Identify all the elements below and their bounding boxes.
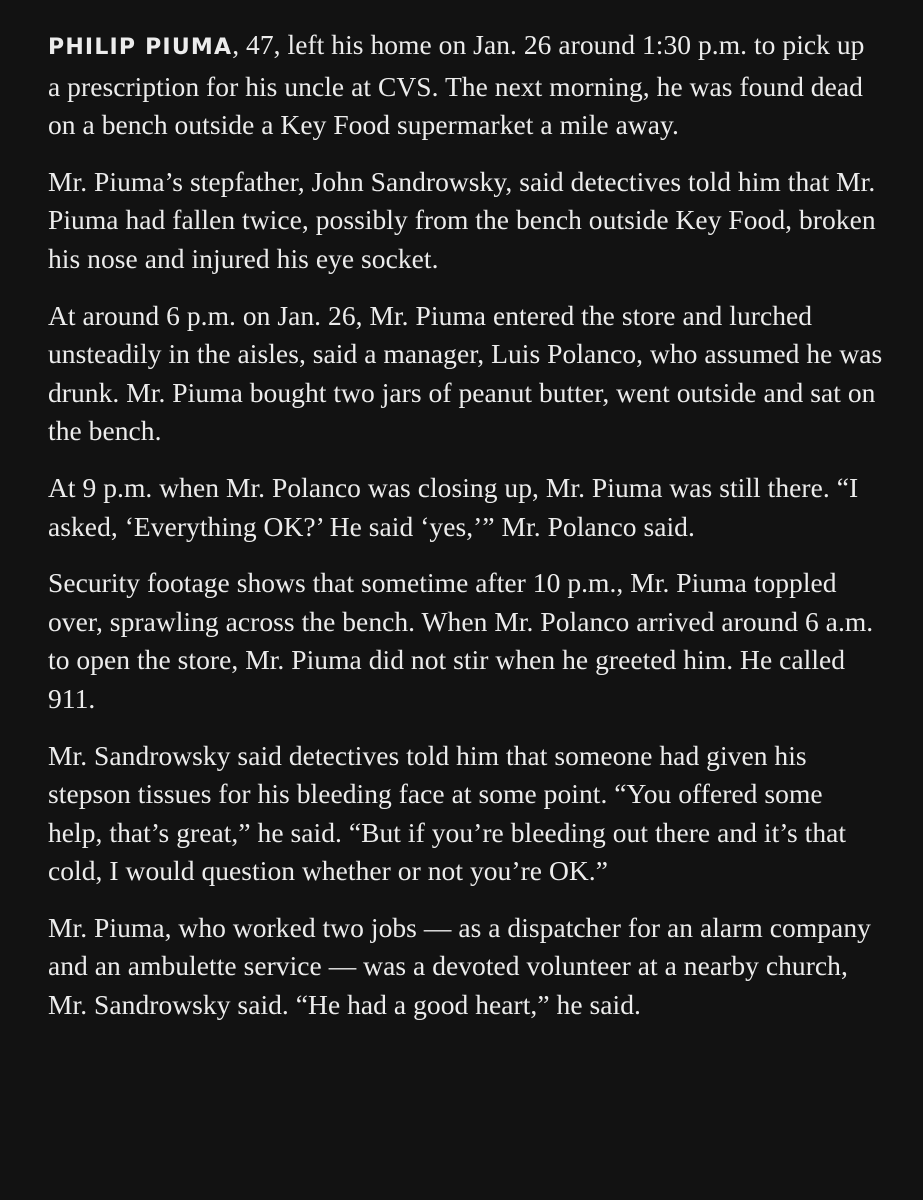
paragraph-7: Mr. Piuma, who worked two jobs — as a dispatcher for an alarm company and an ambulette service — was a devoted volunteer at a nearby church, Mr. Sandrowsky said. “He had a good heart,” he said. [48, 911, 871, 1021]
paragraph-3: At around 6 p.m. on Jan. 26, Mr. Piuma entered the store and lurched unsteadily in the aisles, said a manager, Luis Polanco, who assumed he was drunk. Mr. Piuma bought two jars of peanut butter, went outside and sat on the bench. [48, 299, 883, 447]
paragraph-6: Mr. Sandrowsky said detectives told him that someone had given his stepson tissues for his bleeding face at some point. “You offered some help, that’s great,” he said. “But if you’re bleeding out there and it’s that cold, I would question whether or not you’re OK.” [48, 739, 847, 887]
paragraph-4: At 9 p.m. when Mr. Polanco was closing up, Mr. Piuma was still there. “I asked, ‘Everything OK?’ He said ‘yes,’” Mr. Polanco said. [48, 471, 859, 542]
paragraph-2: Mr. Piuma’s stepfather, John Sandrowsky, said detectives told him that Mr. Piuma had fallen twice, possibly from the bench outside Key Food, broken his nose and injured his eye socket. [48, 165, 876, 274]
lead-name: PHILIP PIUMA [48, 35, 233, 60]
paragraph-1 [48, 26, 883, 145]
paragraph-5: Security footage shows that sometime after 10 p.m., Mr. Piuma toppled over, sprawling across the bench. When Mr. Polanco arrived around 6 a.m. to open the store, Mr. Piuma did not stir when he greeted him. He called 911. [48, 567, 874, 714]
paragraph-1-text: , 47, left his home on Jan. 26 around 1:30 p.m. to pick up a prescription for his uncle at CVS. The next morning, he was found dead on a bench outside a Key Food supermarket a mile away. [48, 29, 865, 141]
